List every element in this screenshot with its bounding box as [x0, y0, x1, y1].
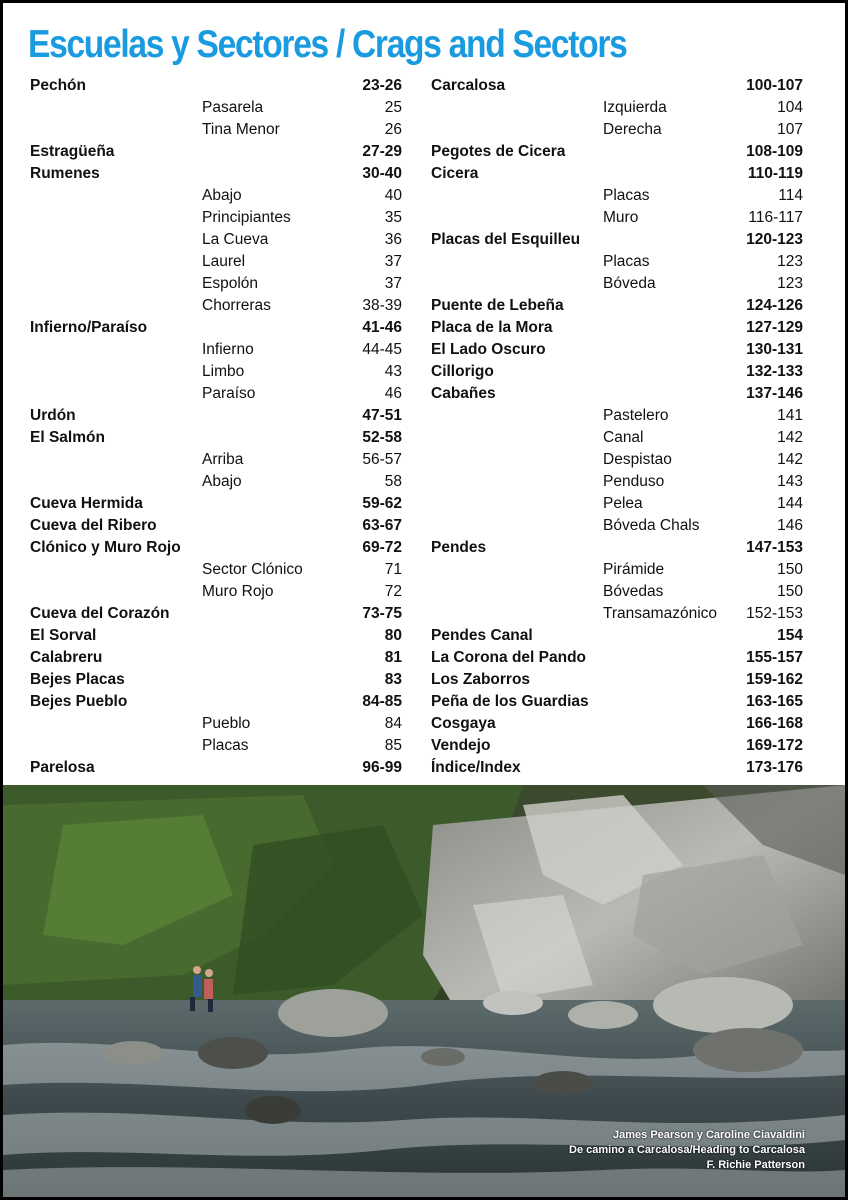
- crag-entry: [30, 691, 402, 713]
- page-range: 104: [777, 99, 803, 116]
- sector-entry: [431, 603, 803, 625]
- sector-entry: [30, 185, 402, 207]
- sector-name: Placas: [603, 253, 650, 270]
- page-range: 72: [384, 583, 402, 600]
- page-range: 146: [777, 517, 803, 534]
- sector-entry: [431, 493, 803, 515]
- crag-entry: [431, 229, 803, 251]
- crag-name: Vendejo: [431, 737, 491, 754]
- sector-entry: [30, 339, 402, 361]
- sector-entry: [30, 449, 402, 471]
- page-range: 163-165: [746, 693, 803, 710]
- crag-name: Rumenes: [30, 165, 100, 182]
- crag-entry: [431, 691, 803, 713]
- photo-credit-people: James Pearson y Caroline Ciavaldini: [613, 1129, 805, 1141]
- sector-name: La Cueva: [202, 231, 269, 248]
- sector-entry: [30, 295, 402, 317]
- crag-name: Cosgaya: [431, 715, 496, 732]
- page-range: 100-107: [746, 77, 803, 94]
- page-range: 47-51: [362, 407, 402, 424]
- sector-entry: [431, 273, 803, 295]
- sector-entry: [431, 515, 803, 537]
- page-range: 25: [384, 99, 402, 116]
- page-range: 43: [384, 363, 402, 380]
- page-range: 41-46: [362, 319, 402, 336]
- crag-name: Bejes Pueblo: [30, 693, 128, 710]
- sector-name: Abajo: [202, 473, 242, 490]
- page-range: 80: [384, 627, 402, 644]
- crag-name: Pechón: [30, 77, 86, 94]
- sector-entry: [431, 405, 803, 427]
- sector-name: Canal: [603, 429, 644, 446]
- sector-name: Bóvedas: [603, 583, 664, 600]
- page-range: 123: [777, 253, 803, 270]
- sector-entry: [30, 361, 402, 383]
- page-range: 37: [384, 253, 402, 270]
- crag-entry: [30, 75, 402, 97]
- sector-name: Izquierda: [603, 99, 667, 116]
- photo-credit: [569, 1128, 805, 1173]
- crag-name: Cicera: [431, 165, 479, 182]
- sector-name: Limbo: [202, 363, 245, 380]
- page-range: 116-117: [748, 209, 803, 226]
- sector-entry: [431, 185, 803, 207]
- crag-entry: [431, 295, 803, 317]
- sector-entry: [30, 559, 402, 581]
- crag-name: Cueva del Ribero: [30, 517, 157, 534]
- page-range: 150: [777, 583, 803, 600]
- page-title: Escuelas y Sectores / Crags and Sectors: [28, 23, 627, 66]
- page-range: 73-75: [362, 605, 402, 622]
- crag-name: El Salmón: [30, 429, 105, 446]
- crag-entry: [30, 669, 402, 691]
- page-range: 110-119: [747, 165, 803, 182]
- sector-name: Muro Rojo: [202, 583, 274, 600]
- page-range: 63-67: [362, 517, 402, 534]
- crag-entry: [431, 735, 803, 757]
- crag-name: Pendes: [431, 539, 487, 556]
- page-range: 107: [777, 121, 803, 138]
- crag-entry: [431, 75, 803, 97]
- crag-name: Placa de la Mora: [431, 319, 553, 336]
- crag-entry: [30, 427, 402, 449]
- page-range: 124-126: [746, 297, 803, 314]
- sector-name: Paraíso: [202, 385, 256, 402]
- sector-entry: [30, 97, 402, 119]
- crag-entry: [431, 713, 803, 735]
- sector-entry: [30, 471, 402, 493]
- page-range: 150: [777, 561, 803, 578]
- crag-name: Parelosa: [30, 759, 95, 776]
- page-range: 108-109: [746, 143, 803, 160]
- sector-name: Infierno: [202, 341, 254, 358]
- crag-entry: [30, 647, 402, 669]
- sector-name: Abajo: [202, 187, 242, 204]
- crag-name: Calabreru: [30, 649, 103, 666]
- page-range: 84: [384, 715, 402, 732]
- sector-entry: [30, 713, 402, 735]
- page-range: 123: [777, 275, 803, 292]
- sector-name: Placas: [202, 737, 249, 754]
- sector-name: Sector Clónico: [202, 561, 303, 578]
- crags-list-right: [431, 75, 803, 779]
- page-range: 30-40: [362, 165, 402, 182]
- sector-name: Penduso: [603, 473, 665, 490]
- crags-list-left: [30, 75, 402, 779]
- crag-name: Clónico y Muro Rojo: [30, 539, 181, 556]
- photo-credit-photographer: F. Richie Patterson: [706, 1159, 805, 1171]
- sector-name: Pelea: [603, 495, 643, 512]
- sector-name: Principiantes: [202, 209, 291, 226]
- page-range: 147-153: [746, 539, 803, 556]
- sector-name: Chorreras: [202, 297, 271, 314]
- sector-entry: [431, 251, 803, 273]
- crag-name: El Sorval: [30, 627, 97, 644]
- page-range: 83: [384, 671, 402, 688]
- crag-entry: [30, 493, 402, 515]
- crag-name: Pegotes de Cicera: [431, 143, 566, 160]
- page-range: 46: [384, 385, 402, 402]
- crag-entry: [431, 339, 803, 361]
- page-range: 35: [384, 209, 402, 226]
- crag-entry: [431, 669, 803, 691]
- crag-entry: [431, 317, 803, 339]
- crag-entry: [30, 405, 402, 427]
- crag-name: Cueva Hermida: [30, 495, 143, 512]
- sector-name: Placas: [603, 187, 650, 204]
- crag-entry: [30, 537, 402, 559]
- page-range: 84-85: [362, 693, 402, 710]
- sector-entry: [431, 97, 803, 119]
- sector-entry: [431, 427, 803, 449]
- crag-entry: [431, 647, 803, 669]
- page-range: 81: [384, 649, 402, 666]
- crag-name: Bejes Placas: [30, 671, 125, 688]
- sector-entry: [431, 207, 803, 229]
- crag-name: Placas del Esquilleu: [431, 231, 581, 248]
- sector-name: Despistao: [603, 451, 672, 468]
- page: [3, 3, 845, 1197]
- page-range: 130-131: [746, 341, 803, 358]
- page-range: 40: [384, 187, 402, 204]
- sector-entry: [30, 251, 402, 273]
- page-range: 155-157: [746, 649, 803, 666]
- sector-name: Bóveda: [603, 275, 656, 292]
- page-range: 27-29: [362, 143, 402, 160]
- crag-name: Peña de los Guardias: [431, 693, 589, 710]
- page-range: 44-45: [362, 341, 402, 358]
- page-range: 38-39: [362, 297, 402, 314]
- crag-entry: [431, 537, 803, 559]
- page-range: 143: [777, 473, 803, 490]
- sector-entry: [431, 119, 803, 141]
- photo-credit-caption: De camino a Carcalosa/Heading to Carcalosa: [569, 1144, 805, 1156]
- page-range: 142: [777, 429, 803, 446]
- crag-name: La Corona del Pando: [431, 649, 587, 666]
- crag-name: Cillorigo: [431, 363, 494, 380]
- crag-name: Urdón: [30, 407, 76, 424]
- sector-name: Espolón: [202, 275, 259, 292]
- sector-name: Pasarela: [202, 99, 264, 116]
- page-range: 69-72: [362, 539, 402, 556]
- sector-name: Pirámide: [603, 561, 665, 578]
- page-range: 85: [384, 737, 402, 754]
- page-range: 169-172: [746, 737, 803, 754]
- page-range: 144: [777, 495, 803, 512]
- sector-name: Tina Menor: [202, 121, 280, 138]
- crag-name: Los Zaborros: [431, 671, 531, 688]
- sector-entry: [30, 273, 402, 295]
- sector-entry: [30, 735, 402, 757]
- crag-name: Estragüeña: [30, 143, 115, 160]
- sector-entry: [431, 581, 803, 603]
- crag-name: Cabañes: [431, 385, 496, 402]
- crag-entry: [431, 141, 803, 163]
- page-range: 120-123: [746, 231, 803, 248]
- sector-entry: [431, 449, 803, 471]
- crag-entry: [30, 163, 402, 185]
- sector-entry: [30, 207, 402, 229]
- crag-entry: [431, 163, 803, 185]
- crag-entry: [431, 361, 803, 383]
- sector-entry: [30, 581, 402, 603]
- sector-name: Muro: [603, 209, 639, 226]
- page-range: 36: [384, 231, 402, 248]
- page-range: 173-176: [746, 759, 803, 776]
- page-range: 141: [777, 407, 803, 424]
- sector-name: Bóveda Chals: [603, 517, 700, 534]
- crag-name: Infierno/Paraíso: [30, 319, 148, 336]
- page-range: 59-62: [362, 495, 402, 512]
- river-photo: [3, 785, 845, 1197]
- page-range: 58: [384, 473, 402, 490]
- crag-name: Índice/Index: [431, 759, 521, 776]
- sector-name: Laurel: [202, 253, 246, 270]
- crag-entry: [30, 141, 402, 163]
- sector-entry: [431, 471, 803, 493]
- page-range: 114: [778, 187, 803, 204]
- crag-name: El Lado Oscuro: [431, 341, 546, 358]
- page-range: 52-58: [362, 429, 402, 446]
- sector-name: Derecha: [603, 121, 662, 138]
- sector-entry: [30, 119, 402, 141]
- page-range: 137-146: [746, 385, 803, 402]
- crag-entry: [30, 625, 402, 647]
- page-range: 96-99: [362, 759, 402, 776]
- crag-entry: [30, 757, 402, 779]
- page-range: 132-133: [746, 363, 803, 380]
- page-range: 37: [384, 275, 402, 292]
- crag-name: Cueva del Corazón: [30, 605, 170, 622]
- crag-name: Puente de Lebeña: [431, 297, 564, 314]
- crag-name: Pendes Canal: [431, 627, 533, 644]
- sector-name: Arriba: [202, 451, 244, 468]
- page-range: 26: [384, 121, 402, 138]
- crag-entry: [431, 757, 803, 779]
- crag-entry: [30, 515, 402, 537]
- sector-name: Pastelero: [603, 407, 669, 424]
- page-range: 152-153: [746, 605, 803, 622]
- sector-name: Pueblo: [202, 715, 251, 732]
- crag-entry: [431, 383, 803, 405]
- page-range: 166-168: [746, 715, 803, 732]
- page-range: 56-57: [362, 451, 402, 468]
- crag-entry: [30, 317, 402, 339]
- crag-name: Carcalosa: [431, 77, 506, 94]
- crag-entry: [431, 625, 803, 647]
- sector-entry: [431, 559, 803, 581]
- page-range: 142: [777, 451, 803, 468]
- page-range: 154: [777, 627, 803, 644]
- page-range: 71: [384, 561, 402, 578]
- crag-entry: [30, 603, 402, 625]
- sector-entry: [30, 229, 402, 251]
- page-range: 127-129: [746, 319, 803, 336]
- sector-name: Transamazónico: [603, 605, 718, 622]
- page-range: 23-26: [362, 77, 402, 94]
- sector-entry: [30, 383, 402, 405]
- page-range: 159-162: [746, 671, 803, 688]
